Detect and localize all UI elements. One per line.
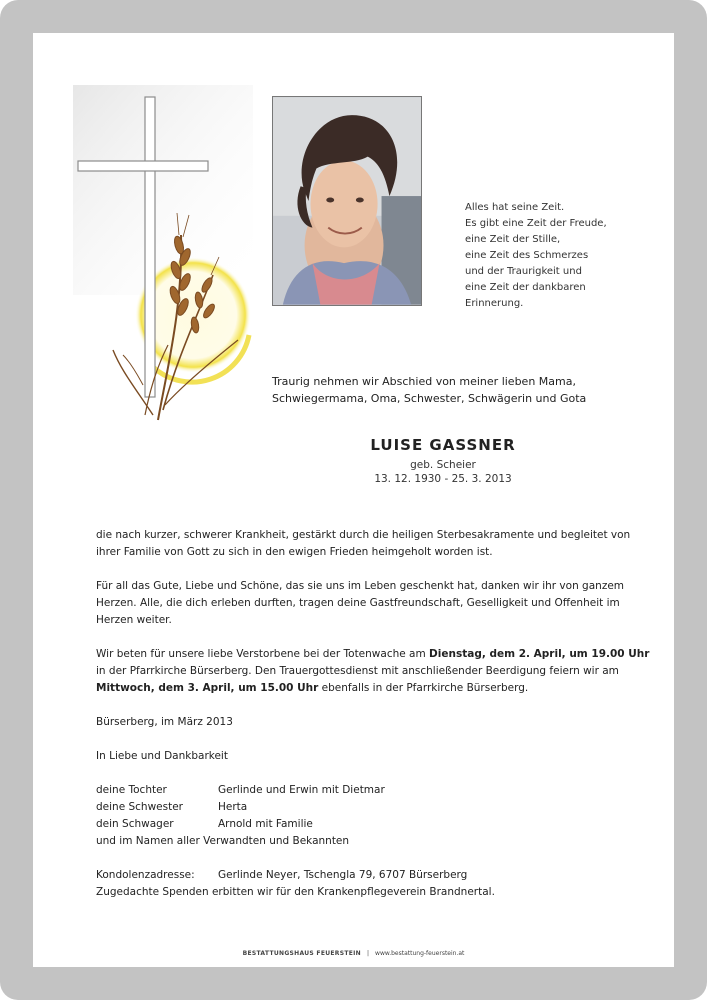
condolence-row [96, 867, 616, 884]
deceased-name: LUISE GASSNER [370, 436, 516, 454]
quote-line: eine Zeit des Schmerzes [465, 250, 589, 261]
closing-phrase: In Liebe und Dankbarkeit [96, 750, 228, 762]
family-row [96, 799, 616, 816]
footer-separator: | [367, 950, 370, 957]
footer [33, 950, 674, 957]
deceased-name-block [328, 436, 558, 485]
quote-line: Es gibt eine Zeit der Freude, [465, 218, 607, 229]
paragraph-services [96, 646, 650, 697]
body-line: in der Pfarrkirche Bürserberg. Den Trauergottesdienst mit anschließender Beerdigung feiern wir am [96, 665, 619, 677]
body-line: Herzen weiter. [96, 614, 172, 626]
family-end: und im Namen aller Verwandten und Bekannten [96, 835, 350, 847]
body-line [96, 646, 650, 663]
family-relation: deine Tochter [96, 784, 167, 796]
body-line: ihrer Familie von Gott zu sich in den ewigen Frieden heimgeholt worden ist. [96, 546, 493, 558]
donation-note: Zugedachte Spenden erbitten wir für den Krankenpflegeverein Brandnertal. [96, 886, 495, 898]
paragraph-passing [96, 527, 631, 561]
body-line [96, 680, 616, 697]
cross-wheat-artwork [73, 85, 273, 425]
family-row [96, 816, 616, 833]
obituary-body [96, 527, 650, 918]
family-names: Herta [218, 801, 248, 813]
funeral-home-url[interactable]: www.bestattung-feuerstein.at [375, 950, 465, 957]
quote-line: Alles hat seine Zeit. [465, 202, 565, 213]
quote-line: eine Zeit der dankbaren [465, 282, 586, 293]
intro-line: Schwiegermama, Oma, Schwester, Schwägerin und Gota [272, 392, 587, 405]
condolence-address: Gerlinde Neyer, Tschengla 79, 6707 Bürserberg [218, 869, 468, 881]
intro-line: Traurig nehmen wir Abschied von meiner lieben Mama, [272, 375, 576, 388]
quote-line: Erinnerung. [465, 298, 524, 309]
family-row [96, 782, 616, 799]
wake-date: Dienstag, dem 2. April, um 19.00 Uhr [429, 648, 650, 660]
wake-text: Wir beten für unsere liebe Verstorbene bei der Totenwache am [96, 648, 430, 660]
background-haze [73, 85, 253, 295]
memorial-quote [465, 200, 655, 312]
funeral-home-name: BESTATTUNGSHAUS FEUERSTEIN [242, 950, 361, 957]
family-names: Gerlinde und Erwin mit Dietmar [218, 784, 385, 796]
maiden-name: geb. Scheier [410, 459, 476, 471]
contact-info [96, 867, 616, 901]
farewell-intro [272, 373, 672, 407]
quote-line: und der Traurigkeit und [465, 266, 582, 277]
body-line: Für all das Gute, Liebe und Schöne, das sie uns im Leben geschenkt hat, danken wir ihr von ganzem [96, 580, 625, 592]
portrait-photo [272, 96, 422, 306]
paragraph-thanks [96, 578, 625, 629]
funeral-text: ebenfalls in der Pfarrkirche Bürserberg. [318, 682, 529, 694]
family-relation: dein Schwager [96, 818, 174, 830]
life-dates: 13. 12. 1930 - 25. 3. 2013 [374, 473, 512, 485]
body-line: Herzen. Alle, die dich erleben durften, tragen deine Gastfreundschaft, Geselligkeit und Offenheit im [96, 597, 620, 609]
funeral-date: Mittwoch, dem 3. April, um 15.00 Uhr [96, 682, 319, 694]
family-list [96, 782, 616, 850]
family-names: Arnold mit Familie [218, 818, 313, 830]
quote-line: eine Zeit der Stille, [465, 234, 561, 245]
body-line: die nach kurzer, schwerer Krankheit, gestärkt durch die heiligen Sterbesakramente und begleitet von [96, 529, 631, 541]
obituary-sheet [33, 33, 674, 967]
family-relation: deine Schwester [96, 801, 183, 813]
condolence-label: Kondolenzadresse: [96, 869, 195, 881]
place-date: Bürserberg, im März 2013 [96, 716, 233, 728]
